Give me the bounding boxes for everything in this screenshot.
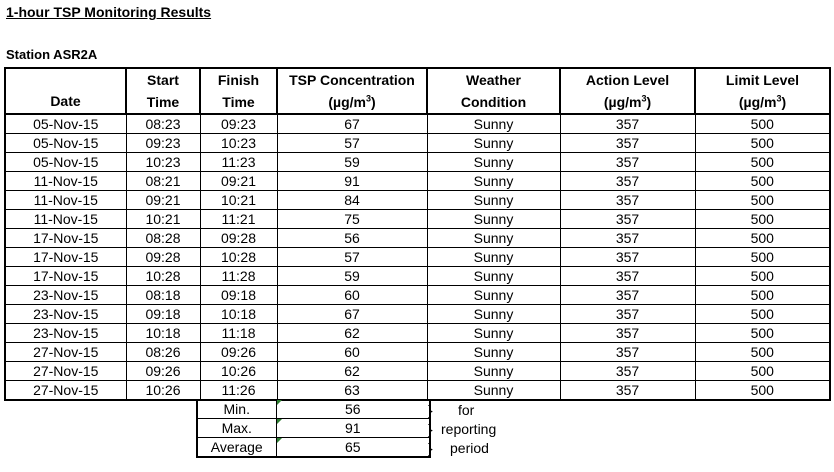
cell-tsp-concentration: 56 — [277, 229, 427, 248]
cell-finish-time: 11:21 — [200, 210, 277, 229]
cell-marker-icon — [277, 419, 282, 424]
col-header-limit-level: Limit Level $(\mu g/m^3)$ — [695, 68, 830, 114]
cell-tsp-concentration: 62 — [277, 324, 427, 343]
cell-start-time: 10:21 — [126, 210, 200, 229]
cell-action-level: 357 — [560, 381, 695, 401]
cell-date: 11-Nov-15 — [5, 210, 126, 229]
table-row — [5, 229, 830, 248]
cell-limit-level: 500 — [695, 210, 830, 229]
table-row — [5, 248, 830, 267]
brace-2: } — [428, 421, 433, 437]
cell-limit-level: 500 — [695, 343, 830, 362]
cell-tsp-concentration: 75 — [277, 210, 427, 229]
cell-limit-level: 500 — [695, 114, 830, 134]
cell-limit-level: 500 — [695, 381, 830, 401]
cell-tsp-concentration: 63 — [277, 381, 427, 401]
cell-finish-time: 10:21 — [200, 191, 277, 210]
table-row — [5, 343, 830, 362]
cell-start-time: 10:26 — [126, 381, 200, 401]
cell-finish-time: 10:18 — [200, 305, 277, 324]
cell-tsp-concentration: 67 — [277, 114, 427, 134]
cell-action-level: 357 — [560, 248, 695, 267]
cell-limit-level: 500 — [695, 134, 830, 153]
header-row — [5, 68, 830, 114]
cell-finish-time: 11:18 — [200, 324, 277, 343]
summary-stats-table — [196, 400, 431, 458]
col-header-action-level: Action Level $(\mu g/m^3)$ — [560, 68, 695, 114]
report-title: 1-hour TSP Monitoring Results — [6, 4, 212, 20]
cell-finish-time: 10:26 — [200, 362, 277, 381]
table-row — [5, 134, 830, 153]
cell-limit-level: 500 — [695, 324, 830, 343]
cell-limit-level: 500 — [695, 153, 830, 172]
cell-weather: Sunny — [427, 172, 560, 191]
cell-finish-time: 11:26 — [200, 381, 277, 401]
cell-limit-level: 500 — [695, 267, 830, 286]
stats-row-max — [197, 419, 430, 438]
cell-date: 05-Nov-15 — [5, 153, 126, 172]
cell-action-level: 357 — [560, 114, 695, 134]
cell-action-level: 357 — [560, 210, 695, 229]
col-header-start-time: Start Time — [126, 68, 200, 114]
cell-start-time: 08:26 — [126, 343, 200, 362]
table-row — [5, 114, 830, 134]
cell-finish-time: 09:18 — [200, 286, 277, 305]
cell-start-time: 10:23 — [126, 153, 200, 172]
cell-date: 23-Nov-15 — [5, 324, 126, 343]
cell-date: 27-Nov-15 — [5, 362, 126, 381]
cell-date: 11-Nov-15 — [5, 191, 126, 210]
table-row — [5, 362, 830, 381]
cell-weather: Sunny — [427, 267, 560, 286]
cell-weather: Sunny — [427, 210, 560, 229]
stat-value-average: 65 — [276, 438, 430, 458]
cell-weather: Sunny — [427, 362, 560, 381]
cell-weather: Sunny — [427, 343, 560, 362]
table-row — [5, 267, 830, 286]
cell-start-time: 09:28 — [126, 248, 200, 267]
results-table-body — [5, 114, 830, 400]
results-table — [4, 67, 831, 401]
cell-limit-level: 500 — [695, 191, 830, 210]
station-label: Station ASR2A — [6, 47, 98, 62]
cell-finish-time: 11:28 — [200, 267, 277, 286]
cell-tsp-concentration: 57 — [277, 248, 427, 267]
table-row — [5, 286, 830, 305]
cell-date: 27-Nov-15 — [5, 381, 126, 401]
cell-weather: Sunny — [427, 191, 560, 210]
col-header-weather-condition: Weather Condition — [427, 68, 560, 114]
cell-action-level: 357 — [560, 267, 695, 286]
col-header-tsp-concentration: TSP Concentration $(\mu g/m^3)$ — [277, 68, 427, 114]
cell-tsp-concentration: 84 — [277, 191, 427, 210]
cell-weather: Sunny — [427, 286, 560, 305]
table-row — [5, 305, 830, 324]
cell-start-time: 08:21 — [126, 172, 200, 191]
cell-tsp-concentration: 62 — [277, 362, 427, 381]
cell-action-level: 357 — [560, 324, 695, 343]
cell-limit-level: 500 — [695, 248, 830, 267]
cell-tsp-concentration: 91 — [277, 172, 427, 191]
stats-row-min — [197, 400, 430, 419]
stat-value-min: 56 — [276, 400, 430, 419]
cell-action-level: 357 — [560, 191, 695, 210]
brace-1: } — [428, 402, 433, 418]
cell-action-level: 357 — [560, 343, 695, 362]
cell-action-level: 357 — [560, 362, 695, 381]
cell-weather: Sunny — [427, 229, 560, 248]
table-row — [5, 172, 830, 191]
cell-finish-time: 09:28 — [200, 229, 277, 248]
cell-action-level: 357 — [560, 229, 695, 248]
cell-finish-time: 10:28 — [200, 248, 277, 267]
cell-limit-level: 500 — [695, 305, 830, 324]
cell-date: 23-Nov-15 — [5, 305, 126, 324]
cell-date: 23-Nov-15 — [5, 286, 126, 305]
cell-marker-icon — [277, 438, 282, 443]
cell-action-level: 357 — [560, 172, 695, 191]
cell-weather: Sunny — [427, 324, 560, 343]
stat-label-min: Min. — [197, 400, 276, 419]
cell-date: 05-Nov-15 — [5, 114, 126, 134]
cell-tsp-concentration: 59 — [277, 267, 427, 286]
cell-start-time: 08:18 — [126, 286, 200, 305]
cell-limit-level: 500 — [695, 172, 830, 191]
cell-weather: Sunny — [427, 153, 560, 172]
cell-date: 11-Nov-15 — [5, 172, 126, 191]
cell-start-time: 10:18 — [126, 324, 200, 343]
cell-finish-time: 09:26 — [200, 343, 277, 362]
cell-start-time: 09:18 — [126, 305, 200, 324]
cell-action-level: 357 — [560, 134, 695, 153]
col-header-finish-time: Finish Time — [200, 68, 277, 114]
cell-tsp-concentration: 60 — [277, 343, 427, 362]
cell-tsp-concentration: 67 — [277, 305, 427, 324]
table-row — [5, 324, 830, 343]
cell-weather: Sunny — [427, 381, 560, 401]
cell-date: 17-Nov-15 — [5, 229, 126, 248]
cell-finish-time: 09:21 — [200, 172, 277, 191]
cell-start-time: 09:21 — [126, 191, 200, 210]
cell-finish-time: 09:23 — [200, 114, 277, 134]
stats-row-average — [197, 438, 430, 458]
cell-weather: Sunny — [427, 114, 560, 134]
cell-action-level: 357 — [560, 286, 695, 305]
table-row — [5, 191, 830, 210]
cell-start-time: 09:26 — [126, 362, 200, 381]
table-row — [5, 153, 830, 172]
cell-limit-level: 500 — [695, 286, 830, 305]
stat-label-max: Max. — [197, 419, 276, 438]
cell-tsp-concentration: 59 — [277, 153, 427, 172]
cell-weather: Sunny — [427, 134, 560, 153]
cell-date: 17-Nov-15 — [5, 267, 126, 286]
cell-limit-level: 500 — [695, 229, 830, 248]
cell-limit-level: 500 — [695, 362, 830, 381]
cell-date: 27-Nov-15 — [5, 343, 126, 362]
cell-action-level: 357 — [560, 153, 695, 172]
note-for: for — [458, 402, 475, 418]
cell-tsp-concentration: 57 — [277, 134, 427, 153]
cell-start-time: 08:23 — [126, 114, 200, 134]
col-header-date: Date — [5, 68, 126, 114]
cell-weather: Sunny — [427, 248, 560, 267]
cell-weather: Sunny — [427, 305, 560, 324]
note-reporting: reporting — [441, 421, 497, 437]
cell-finish-time: 10:23 — [200, 134, 277, 153]
note-period: period — [450, 440, 489, 456]
cell-start-time: 10:28 — [126, 267, 200, 286]
stat-value-max: 91 — [276, 419, 430, 438]
cell-start-time: 08:28 — [126, 229, 200, 248]
cell-date: 05-Nov-15 — [5, 134, 126, 153]
cell-finish-time: 11:23 — [200, 153, 277, 172]
cell-marker-icon — [277, 400, 282, 405]
cell-tsp-concentration: 60 — [277, 286, 427, 305]
cell-date: 17-Nov-15 — [5, 248, 126, 267]
cell-action-level: 357 — [560, 305, 695, 324]
table-row — [5, 381, 830, 401]
stat-label-average: Average — [197, 438, 276, 458]
brace-3: } — [428, 440, 433, 456]
cell-start-time: 09:23 — [126, 134, 200, 153]
table-row — [5, 210, 830, 229]
